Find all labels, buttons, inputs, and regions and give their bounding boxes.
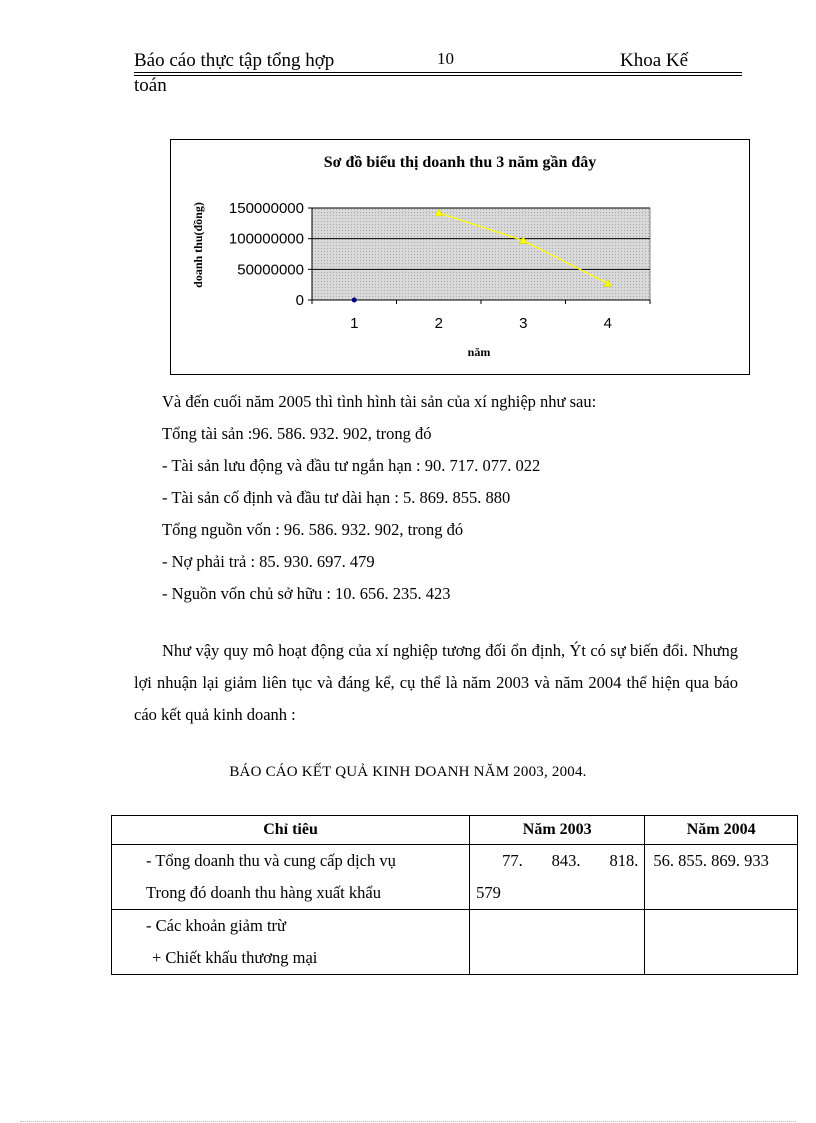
- chart-y-axis-label: doanh thu(đồng): [191, 202, 205, 288]
- y-tick-label: 0: [295, 292, 304, 309]
- value-2003-part: 818.: [609, 851, 639, 870]
- x-tick-label: 2: [434, 315, 443, 332]
- header-year-2003: Năm 2003: [470, 816, 645, 845]
- fixed-assets: - Tài sản cố định và đầu tư dài hạn : 5. 869. 855. 880: [162, 488, 511, 507]
- page-bottom-edge: [20, 1121, 796, 1122]
- report-title: BÁO CÁO KẾT QUẢ KINH DOANH NĂM 2003, 2004.: [229, 764, 587, 780]
- table-header-row: [112, 816, 798, 845]
- value-2003-line: [470, 845, 644, 877]
- chart-title: Sơ đồ biểu thị doanh thu 3 năm gần đây: [323, 154, 597, 171]
- y-tick-label: 150000000: [228, 200, 304, 217]
- value-2003-empty: [470, 910, 644, 942]
- plot-area: [312, 208, 650, 300]
- assets-intro: Và đến cuối năm 2005 thì tình hình tài sản của xí nghiệp như sau:: [162, 392, 597, 411]
- row-label-cell: [112, 910, 470, 975]
- summary-paragraph: Như vậy quy mô hoạt động của xí nghiệp tương đối ổn định, Ýt có sự biến đổi. Nhưng lợi nhuận lại giảm liên tục và đáng kể, cụ thể là năm 2003 và năm 2004 thể hiện qua báo cáo kết quả kinh doanh :: [134, 641, 738, 724]
- chart-canvas: [171, 140, 749, 374]
- owner-equity: - Nguồn vốn chủ sở hữu : 10. 656. 235. 423: [162, 584, 451, 603]
- value-2003-part: 843.: [551, 851, 581, 870]
- row-label-cell: [112, 845, 470, 910]
- table-row: [112, 910, 798, 975]
- y-tick-label: 50000000: [237, 261, 304, 279]
- revenue-chart: [170, 139, 750, 375]
- total-capital: Tổng nguồn vốn : 96. 586. 932. 902, trong đó: [162, 520, 464, 539]
- row-value-2003-cell: [470, 910, 645, 975]
- row-label-deductions: - Các khoản giảm trừ: [146, 916, 286, 935]
- income-report-table: [111, 815, 798, 975]
- header-indicator: Chỉ tiêu: [112, 816, 470, 845]
- value-2003-wrap: 579: [476, 883, 501, 902]
- current-assets: - Tài sản lưu động và đầu tư ngắn hạn : 90. 717. 077. 022: [162, 456, 541, 475]
- header-title: Báo cáo thực tập tổng hợp: [134, 50, 335, 71]
- header-year-2004: Năm 2004: [645, 816, 798, 845]
- row-label-export-revenue: Trong đó doanh thu hàng xuất khẩu: [146, 883, 381, 902]
- y-tick-label: 100000000: [228, 230, 304, 248]
- chart-x-axis-label: năm: [467, 345, 491, 359]
- header-department-continuation: toán: [134, 75, 167, 96]
- value-2004-empty: [645, 910, 797, 942]
- page-number: 10: [437, 49, 454, 68]
- total-assets: Tổng tài sản :96. 586. 932. 902, trong đó: [162, 424, 432, 443]
- row-label-trade-discount: + Chiết khấu thương mại: [152, 948, 318, 967]
- header-rule: [134, 72, 742, 73]
- row-value-2004-cell: [645, 910, 798, 975]
- value-2004: 56. 855. 869. 933: [653, 851, 769, 870]
- data-point: [352, 298, 357, 303]
- value-2003-part: 77.: [502, 851, 523, 870]
- liabilities: - Nợ phải trả : 85. 930. 697. 479: [162, 552, 375, 571]
- row-value-2004-cell: [645, 845, 798, 910]
- x-tick-label: 4: [603, 315, 612, 332]
- x-tick-label: 1: [350, 315, 359, 332]
- x-tick-label: 3: [519, 315, 528, 332]
- row-value-2003-cell: [470, 845, 645, 910]
- row-label-revenue: - Tổng doanh thu và cung cấp dịch vụ: [146, 851, 396, 870]
- header-department: Khoa Kế: [620, 50, 689, 71]
- header-rule-double: [134, 75, 742, 76]
- table-row: [112, 845, 798, 910]
